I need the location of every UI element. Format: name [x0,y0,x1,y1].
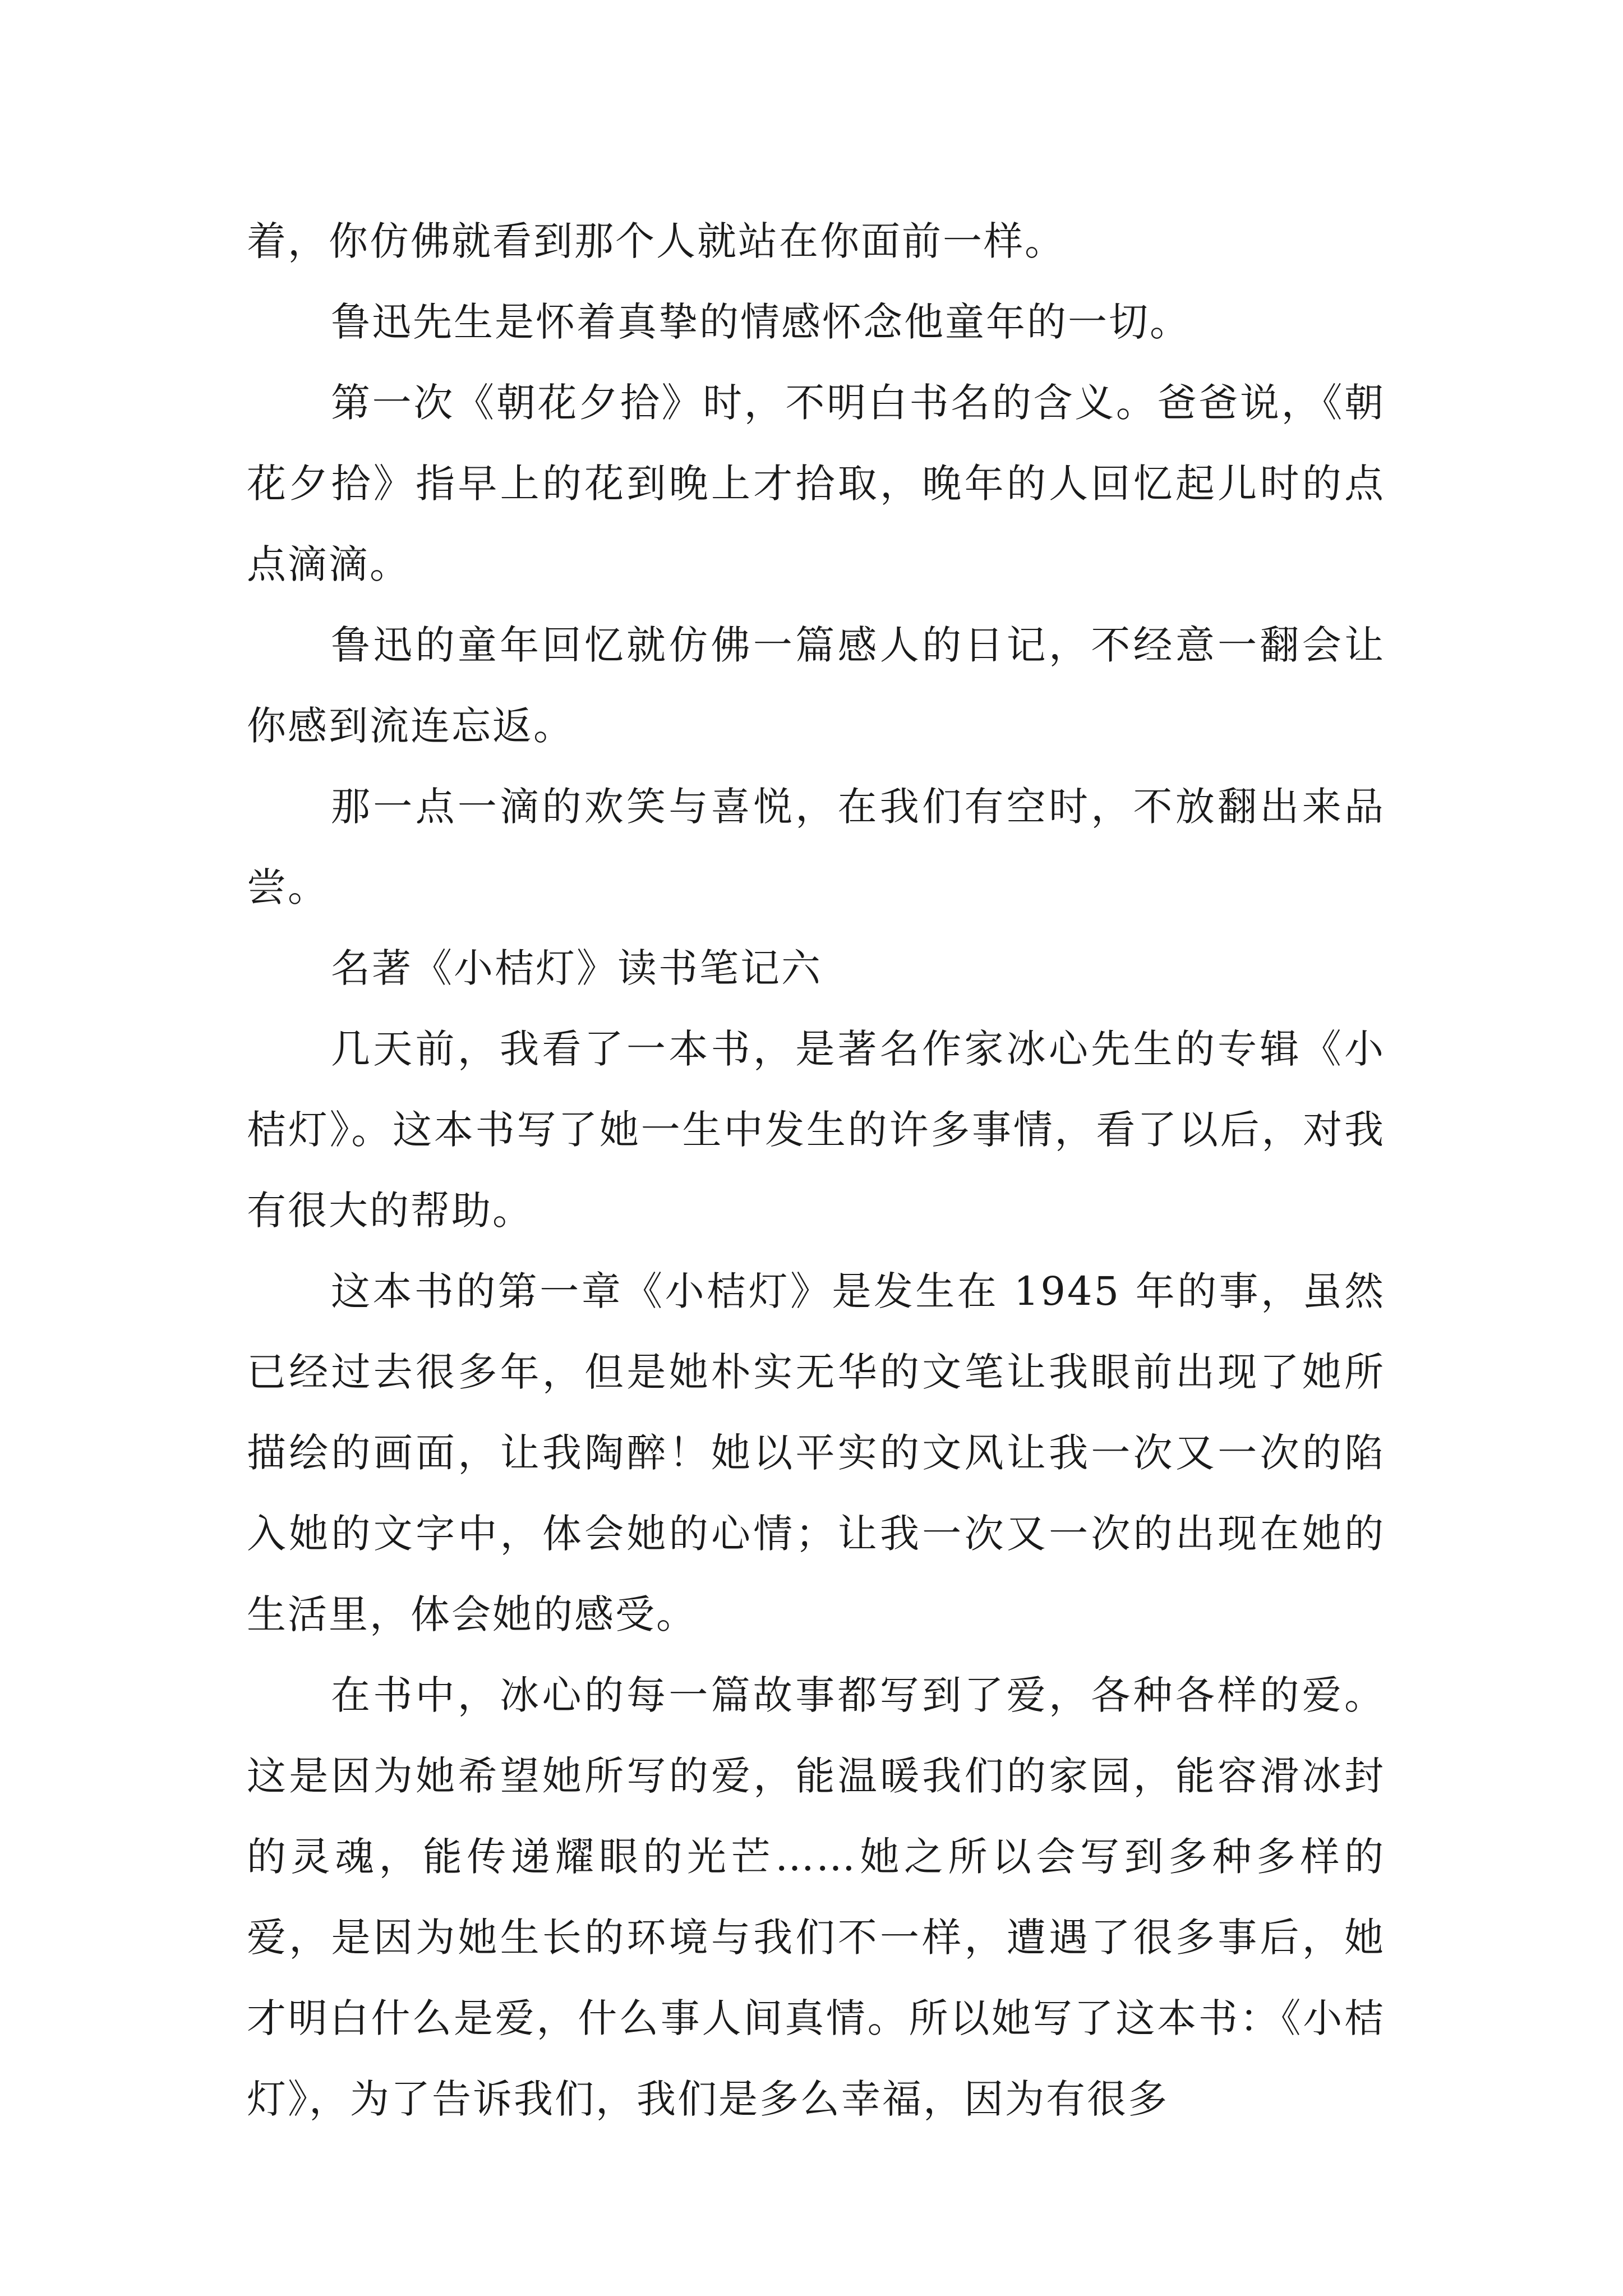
paragraph-continuation: 着，你仿佛就看到那个人就站在你面前一样。 [247,218,1066,264]
paragraph-joy-savor: 那一点一滴的欢笑与喜悦，在我们有空时，不放翻出来品尝。 [247,784,1385,910]
paragraph-love-theme: 在书中，冰心的每一篇故事都写到了爱，各种各样的爱。这是因为她希望她所写的爱，能温暖我们的家园，能容滑冰封的灵魂，能传递耀眼的光芒……她之所以会写到多种多样的爱，是因为她生长的环境与我们不一样，遭遇了很多事后，她才明白什么是爱，什么事人间真情。所以她写了这本书：《小桔灯》，为了告诉我们，我们是多么幸福，因为有很多 [247,1672,1385,2122]
document-body [247,201,1385,2139]
paragraph-book-title-meaning: 第一次《朝花夕拾》时，不明白书名的含义。爸爸说，《朝花夕拾》指早上的花到晚上才拾取，晚年的人回忆起儿时的点点滴滴。 [247,380,1385,587]
paragraph-bingxin-intro: 几天前，我看了一本书，是著名作家冰心先生的专辑《小桔灯》。这本书写了她一生中发生的许多事情，看了以后，对我有很大的帮助。 [247,1026,1385,1234]
section-heading: 名著《小桔灯》读书笔记六 [331,945,822,991]
paragraph-first-chapter: 这本书的第一章《小桔灯》是发生在 1945 年的事，虽然已经过去很多年，但是她朴实无华的文笔让我眼前出现了她所描绘的画面，让我陶醉！她以平实的文风让我一次又一次的陷入她的文字中，体会她的心情；让我一次又一次的出现在她的生活里，体会她的感受。 [247,1268,1385,1637]
paragraph-luxun-emotion: 鲁迅先生是怀着真挚的情感怀念他童年的一切。 [331,299,1191,345]
paragraph-childhood-diary: 鲁迅的童年回忆就仿佛一篇感人的日记，不经意一翻会让你感到流连忘返。 [247,622,1385,749]
